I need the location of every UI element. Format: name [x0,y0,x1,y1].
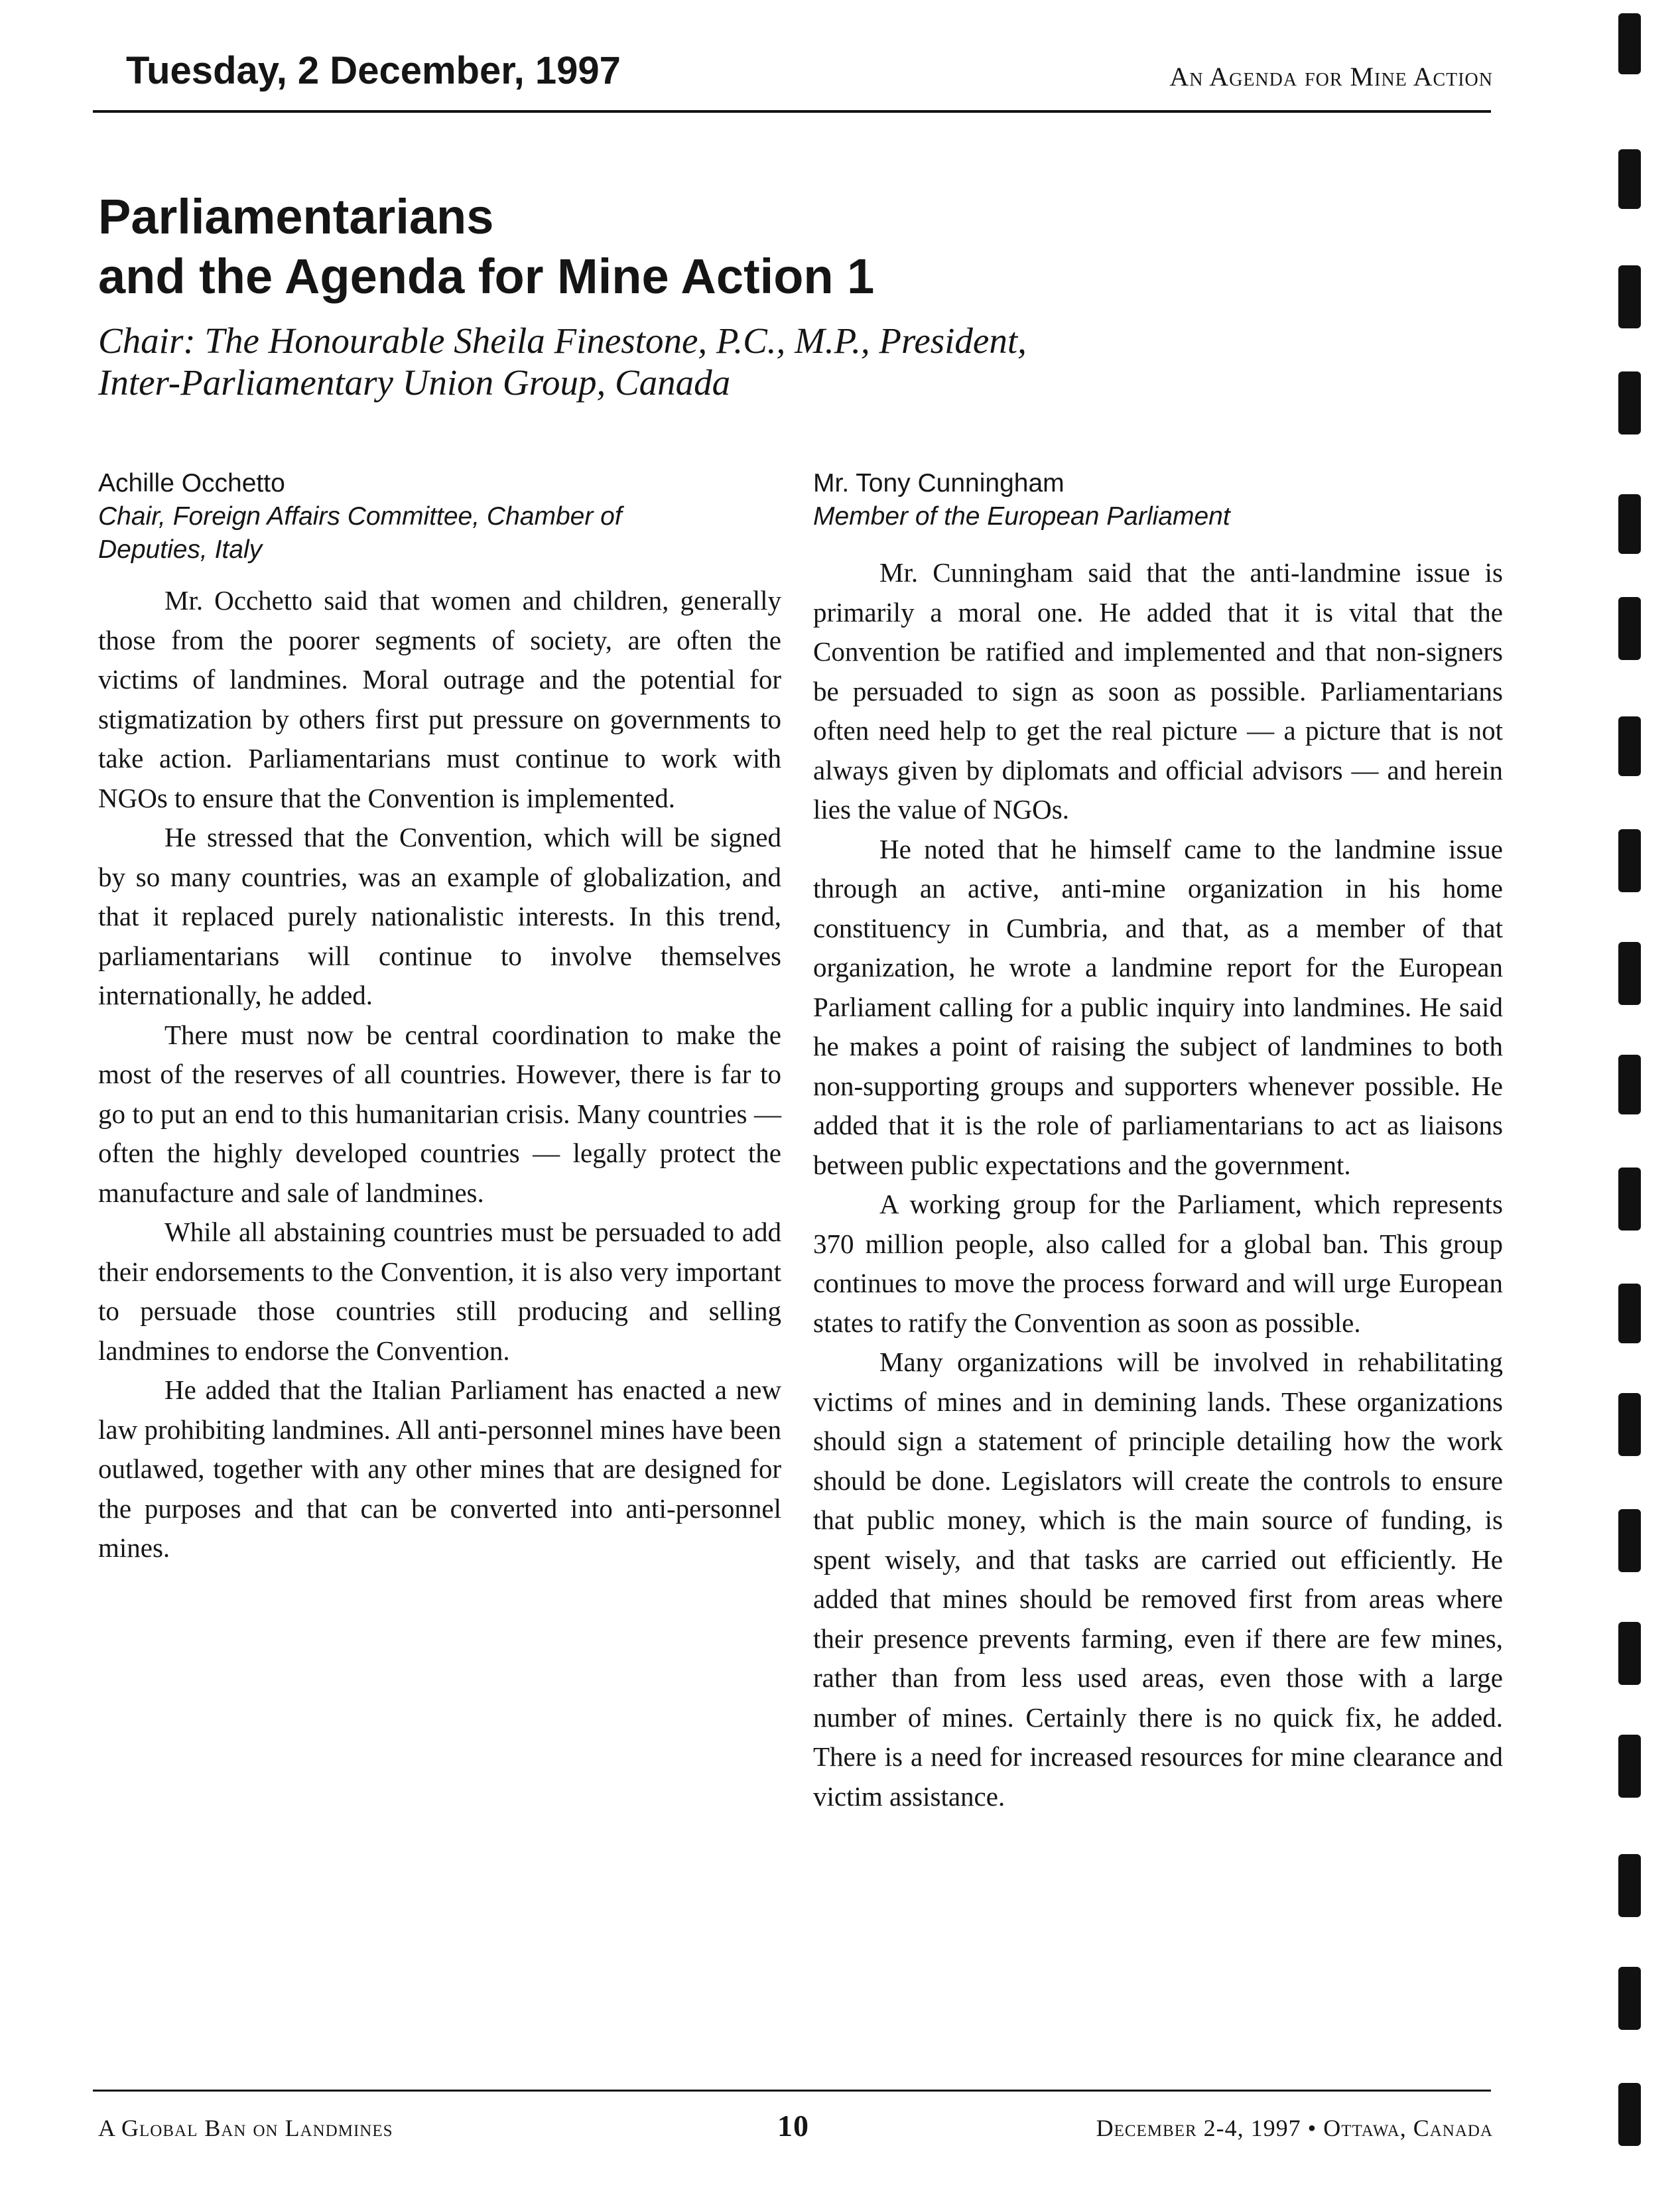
binding-hole [1618,2083,1641,2146]
paragraph: A working group for the Parliament, which represents 370 million people, also called for a global ban. This group continues to move the process forward and will urge European states to ratify the Convention as soon as possible. [813,1189,1503,1338]
paragraph: There must now be central coordination to make the most of the reserves of all countries. However, there is far to go to put an end to this humanitarian crisis. Many countries — often the highly developed countries — legally protect the manufacture and sale of landmines. [98,1019,781,1208]
speech-summary [98,581,781,1568]
speech-summary [813,553,1503,1816]
footer-publication-title: A Global Ban on Landmines [98,2115,393,2141]
paragraph: Many organizations will be involved in rehabilitating victims of mines and in demining lands. These organizations should sign a statement of principle detailing how the work should be done. Legislators will create the controls to ensure that public money, which is the main source of funding, is spent wisely, and that tasks are carried out efficiently. He added that mines should be removed first from areas where their presence prevents farming, even if there are few mines, rather than from less used areas, even those with a large number of mines. Certainly there is no quick fix, he added. There is a need for increased resources for mine clearance and victim assistance. [813,1347,1503,1812]
speaker-name: Mr. Tony Cunningham [813,469,1065,498]
header-rule [93,110,1491,113]
speaker-role-line-2: Deputies, Italy [98,535,263,564]
binding-hole [1618,1967,1641,2030]
binding-hole [1618,13,1641,74]
binding-hole [1618,597,1641,660]
paragraph: He stressed that the Convention, which will be signed by so many countries, was an example of globalization, and that it replaced purely nationalistic interests. In this trend, parliamentarians will continue to involve themselves internationally, he added. [98,822,781,1010]
article-title-line-2: and the Agenda for Mine Action 1 [98,249,875,304]
session-chair-line-1: Chair: The Honourable Sheila Finestone, P.C., M.P., President, [98,320,1027,361]
header-date: Tuesday, 2 December, 1997 [126,49,621,92]
binding-hole [1618,149,1641,209]
binding-hole [1618,1055,1641,1114]
binding-hole [1618,371,1641,434]
article-title-line-1: Parliamentarians [98,189,494,244]
binding-hole [1618,1735,1641,1798]
left-column [98,467,781,1568]
session-chair [98,320,1226,403]
speaker-name: Achille Occhetto [98,469,285,498]
binding-hole [1618,1284,1641,1343]
binding-hole [1618,1509,1641,1572]
paragraph: He noted that he himself came to the landmine issue through an active, anti-mine organization in his home constituency in Cumbria, and that, as a member of that organization, he wrote a landmine report for the European Parliament calling for a public inquiry into landmines. He said he makes a point of raising the subject of landmines to both non-supporting groups and supporters whenever possible. He added that it is the role of parliamentarians to act as liaisons between public expectations and the government. [813,833,1503,1180]
binding-hole [1618,1168,1641,1231]
binding-hole [1618,829,1641,892]
binding-hole [1618,494,1641,554]
paragraph: He added that the Italian Parliament has enacted a new law prohibiting landmines. All anti-personnel mines have been outlawed, together with any other mines that are designed for the purposes and that can be converted into anti-personnel mines. [98,1374,781,1563]
binding-hole [1618,942,1641,1005]
article-title [98,187,874,306]
paragraph: Mr. Occhetto said that women and children, generally those from the poorer segments of society, are often the victims of landmines. Moral outrage and the potential for stigmatization by others first put pressure on governments to take action. Parliamentarians must continue to work with NGOs to ensure that the Convention is implemented. [98,585,781,813]
header-section-title: An Agenda for Mine Action [1169,62,1493,92]
page-number: 10 [777,2109,809,2143]
session-chair-line-2: Inter-Parliamentary Union Group, Canada [98,362,731,403]
binding-hole [1618,716,1641,776]
footer-rule [93,2090,1491,2092]
speaker-role [98,500,781,567]
right-column [813,467,1503,1816]
binding-hole [1618,1393,1641,1456]
speaker-role-line-1: Chair, Foreign Affairs Committee, Chamber of [98,502,622,531]
paragraph: Mr. Cunningham said that the anti-landmine issue is primarily a moral one. He added that it is vital that the Convention be ratified and implemented and that non-signers be persuaded to sign as soon as possible. Parliamentarians often need help to get the real picture — a picture that is not always given by diplomats and official advisors — and herein lies the value of NGOs. [813,557,1503,825]
binding-hole [1618,1854,1641,1917]
footer-event-date-location: December 2-4, 1997 • Ottawa, Canada [1096,2115,1493,2141]
paragraph: While all abstaining countries must be persuaded to add their endorsements to the Convention, it is also very important to persuade those countries still producing and selling landmines to endorse the Convention. [98,1217,781,1366]
speaker-role: Member of the European Parliament [813,502,1230,531]
binding-hole [1618,265,1641,328]
binding-hole [1618,1622,1641,1685]
